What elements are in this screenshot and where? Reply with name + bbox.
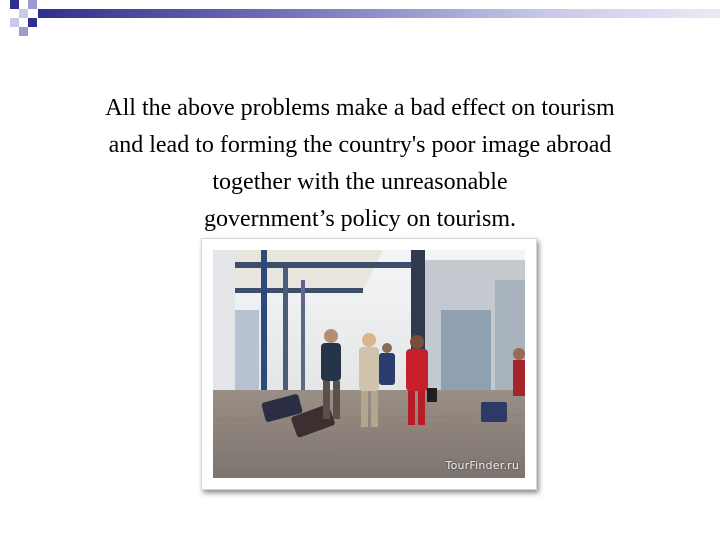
- header-square: [10, 0, 19, 9]
- header-square: [28, 0, 37, 9]
- photo-frame: [201, 238, 537, 490]
- header-square: [19, 27, 28, 36]
- body-line: and lead to forming the country's poor image abroad: [108, 132, 612, 158]
- header-square: [19, 9, 28, 18]
- body-line: government’s policy on tourism.: [204, 206, 516, 232]
- header-decoration: [0, 0, 720, 60]
- body-line: All the above problems make a bad effect on tourism: [105, 95, 615, 121]
- body-line: together with the unreasonable: [212, 169, 508, 195]
- header-square: [28, 18, 37, 27]
- header-gradient-bar: [38, 9, 720, 18]
- travelers-illustration: [213, 250, 525, 478]
- body-text: [20, 90, 700, 238]
- travelers-photo: [213, 250, 525, 478]
- photo-watermark: TourFinder.ru: [445, 459, 519, 472]
- header-square: [10, 18, 19, 27]
